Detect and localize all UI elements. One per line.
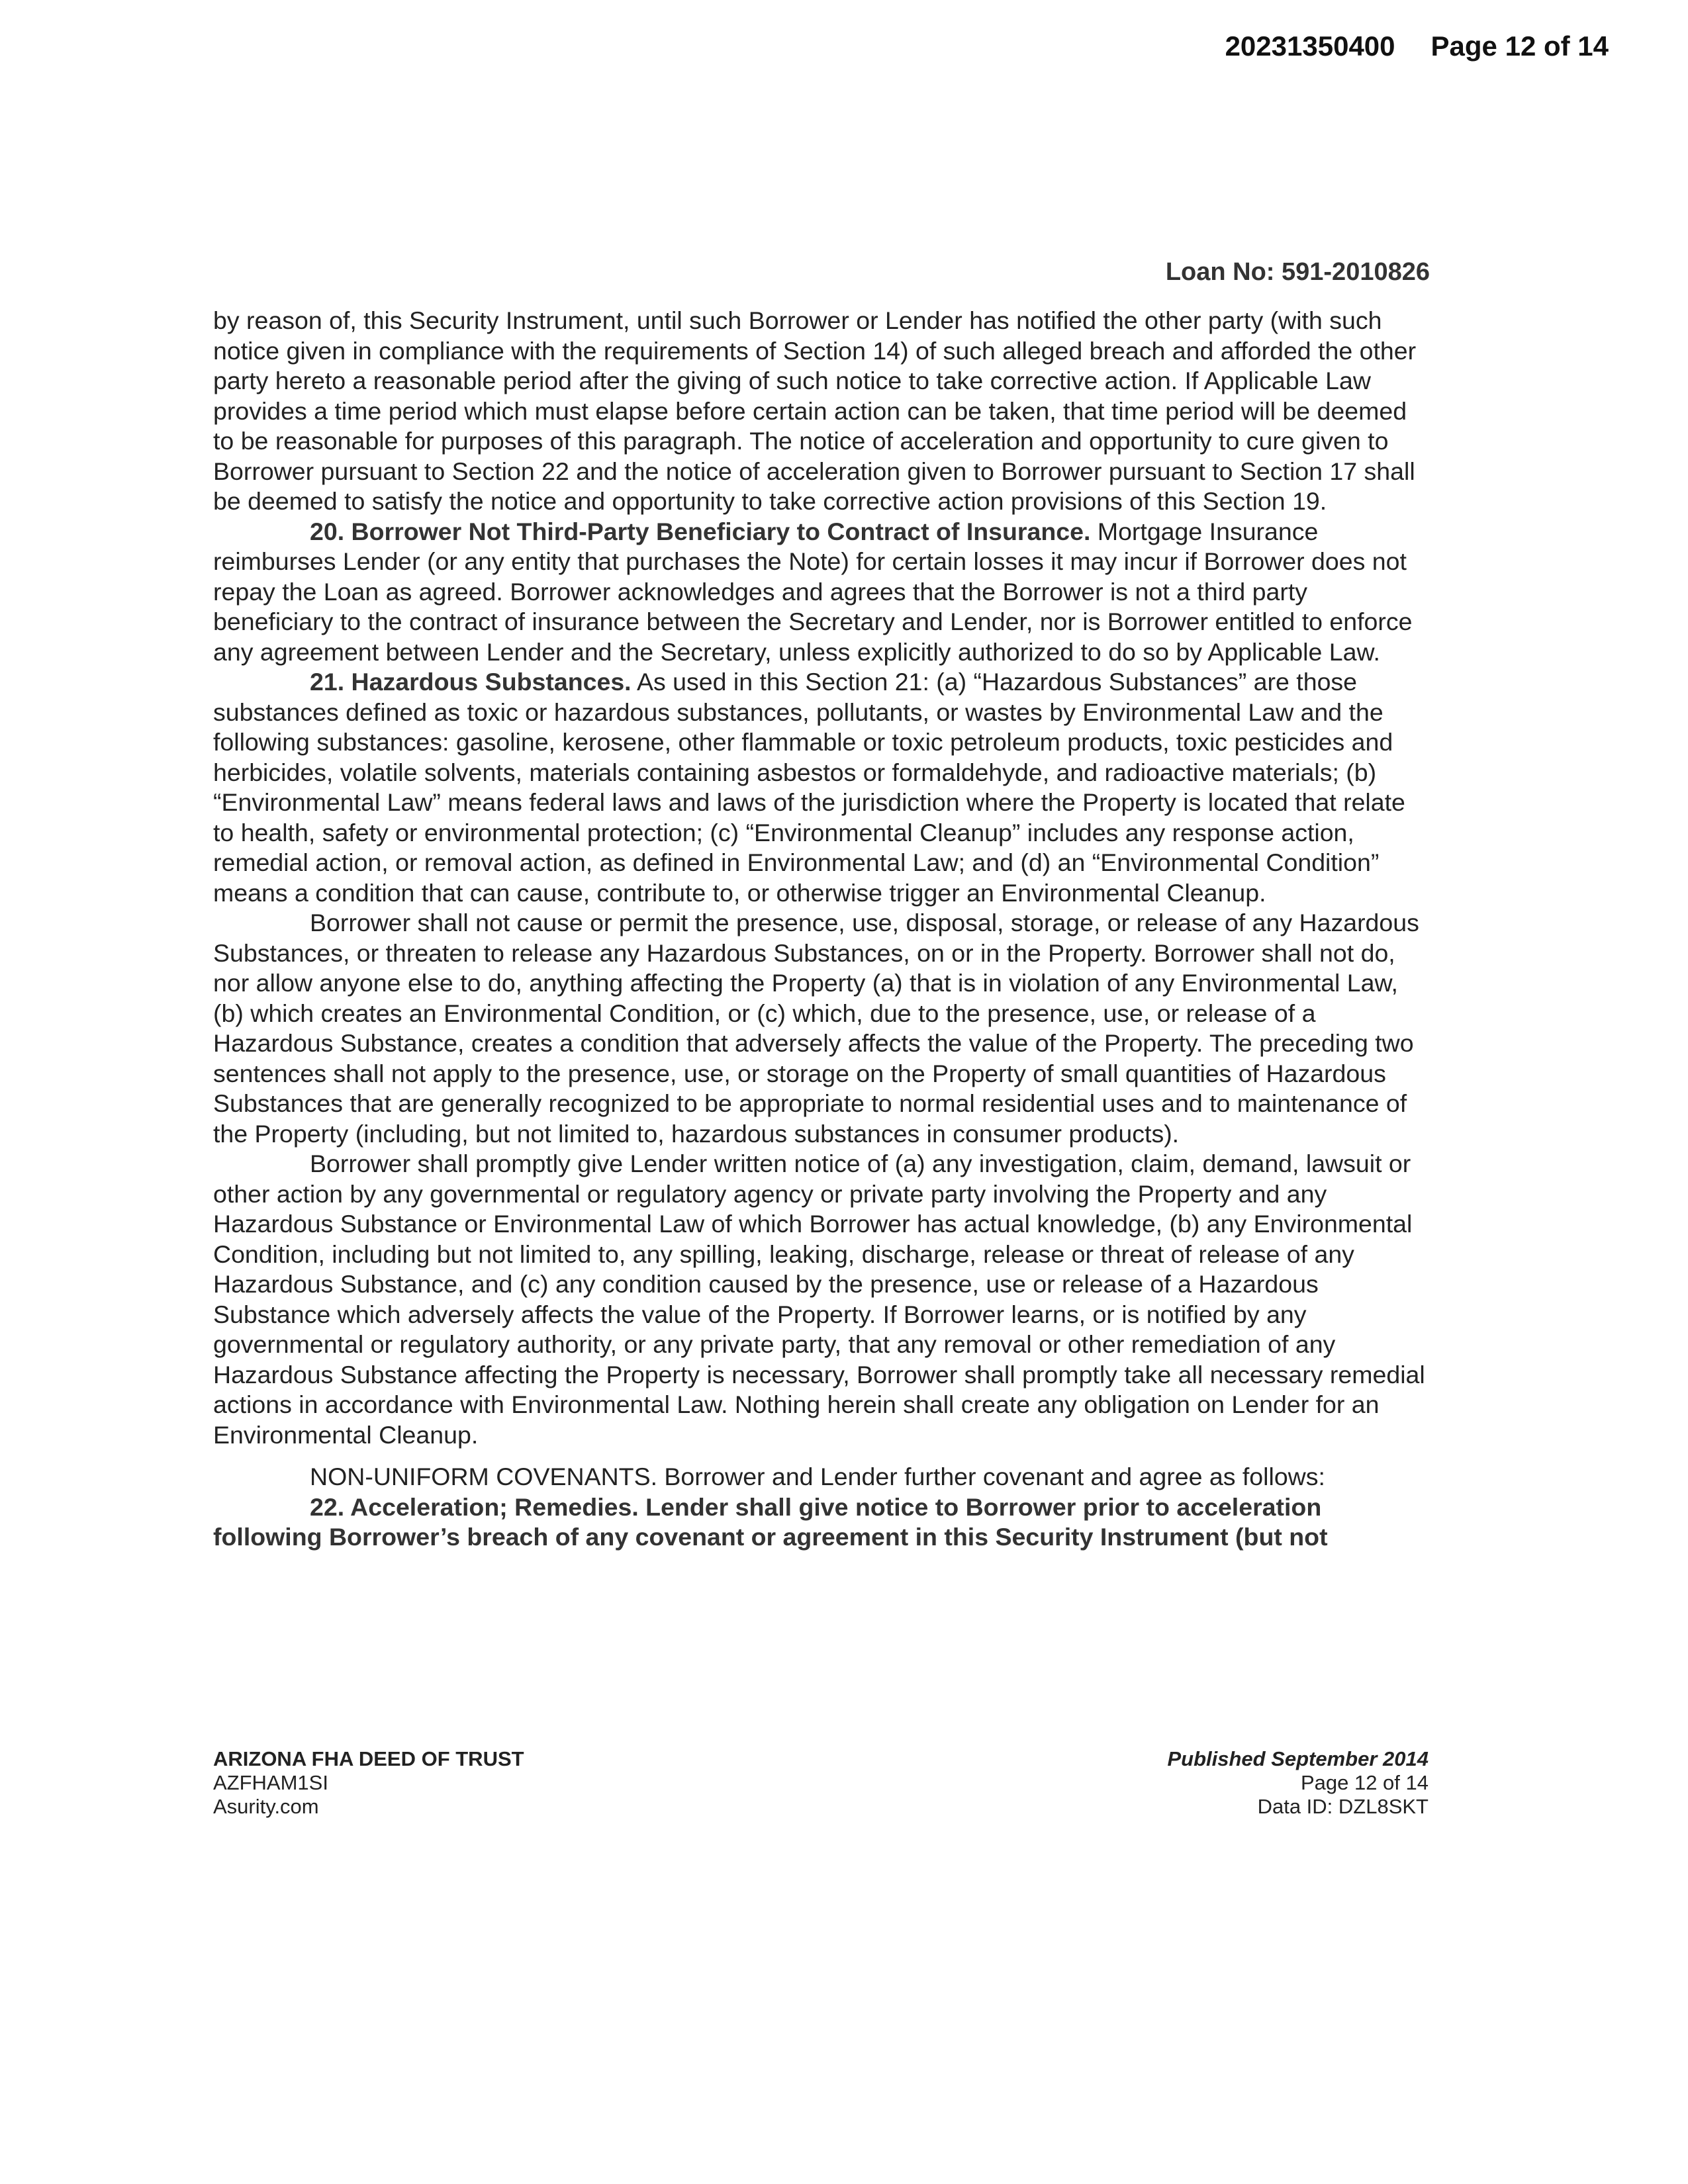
footer-left bbox=[213, 1747, 524, 1819]
paragraph-borrower-shall-not: Borrower shall not cause or permit the presence, use, disposal, storage, or release of any Hazardous Substances, or threaten to release any Hazardous Substances, on or in the Property. Borrower shall not do, nor allow anyone else to do, anything affecting the Property (a) that is in violation of any Environmental Law, (b) which creates an Environmental Condition, or (c) which, due to the presence, use, or release of a Hazardous Substance, creates a condition that adversely affects the value of the Property. The preceding two sentences shall not apply to the presence, use, or storage on the Property of small quantities of Hazardous Substances that are generally recognized to be appropriate to normal residential uses and to maintenance of the Property (including, but not limited to, hazardous substances in consumer products). bbox=[213, 909, 1419, 1148]
loan-number: Loan No: 591-2010826 bbox=[1165, 258, 1430, 286]
footer-right bbox=[1167, 1747, 1429, 1819]
paragraph-section-21 bbox=[213, 667, 1430, 908]
footer-form-title: ARIZONA FHA DEED OF TRUST bbox=[213, 1747, 524, 1770]
section-22-text: Lender shall give notice to Borrower prior to acceleration following Borrower’s breach of any covenant or agreement in this Security Instrument (but not bbox=[213, 1492, 1328, 1551]
section-20-text: Mortgage Insurance reimburses Lender (or any entity that purchases the Note) for certain losses it may incur if Borrower does not repay the Loan as agreed. Borrower acknowledges and agrees that the Borrower is not a third party beneficiary to the contract of insurance between the Secretary and Lender, nor is Borrower entitled to enforce any agreement between Lender and the Secretary, unless explicitly authorized to do so by Applicable Law. bbox=[213, 517, 1413, 666]
paragraph-section-19-continuation: by reason of, this Security Instrument, until such Borrower or Lender has notified the other party (with such notice given in compliance with the requirements of Section 14) of such alleged breach and afforded the other party hereto a reasonable period after the giving of such notice to take corrective action. If Applicable Law provides a time period which must elapse before certain action can be taken, that time period will be deemed to be reasonable for purposes of this paragraph. The notice of acceleration and opportunity to cure given to Borrower pursuant to Section 22 and the notice of acceleration given to Borrower pursuant to Section 17 shall be deemed to satisfy the notice and opportunity to take corrective action provisions of this Section 19. bbox=[213, 306, 1417, 515]
paragraph-section-22 bbox=[213, 1492, 1430, 1553]
section-21-text: As used in this Section 21: (a) “Hazardous Substances” are those substances defined as toxic or hazardous substances, pollutants, or wastes by Environmental Law and the following substances: gasoline, kerosene, other flammable or toxic petroleum products, toxic pesticides and herbicides, volatile solvents, materials containing asbestos or formaldehyde, and radioactive materials; (b) “Environmental Law” means federal laws and laws of the jurisdiction where the Property is located that relate to health, safety or environmental protection; (c) “Environmental Cleanup” includes any response action, remedial action, or removal action, as defined in Environmental Law; and (d) an “Environmental Condition” means a condition that can cause, contribute to, or otherwise trigger an Environmental Cleanup. bbox=[213, 668, 1405, 907]
section-21-heading: 21. Hazardous Substances. bbox=[310, 668, 632, 696]
footer-website: Asurity.com bbox=[213, 1795, 319, 1818]
footer-published: Published September 2014 bbox=[1167, 1747, 1429, 1770]
recording-number: 20231350400 bbox=[1225, 30, 1395, 62]
document-body bbox=[213, 306, 1430, 1553]
footer-page: Page 12 of 14 bbox=[1300, 1771, 1429, 1794]
paragraph-borrower-shall-promptly: Borrower shall promptly give Lender written notice of (a) any investigation, claim, demand, lawsuit or other action by any governmental or regulatory agency or private party involving the Property and any Hazardous Substance or Environmental Law of which Borrower has actual knowledge, (b) any Environmental Condition, including but not limited to, any spilling, leaking, discharge, release or threat of release of any Hazardous Substance, and (c) any condition caused by the presence, use or release of a Hazardous Substance which adversely affects the value of the Property. If Borrower learns, or is notified by any governmental or regulatory authority, or any private party, that any removal or other remediation of any Hazardous Substance affecting the Property is necessary, Borrower shall promptly take all necessary remedial actions in accordance with Environmental Law. Nothing herein shall create any obligation on Lender for an Environmental Cleanup. bbox=[213, 1150, 1425, 1449]
paragraph-non-uniform-covenants: NON-UNIFORM COVENANTS. Borrower and Lender further covenant and agree as follows: bbox=[310, 1463, 1325, 1490]
section-20-heading: 20. Borrower Not Third-Party Beneficiary to Contract of Insurance. bbox=[310, 517, 1091, 545]
footer-form-code: AZFHAM1SI bbox=[213, 1771, 328, 1794]
recording-header bbox=[1225, 30, 1609, 62]
section-22-heading: 22. Acceleration; Remedies. bbox=[310, 1492, 639, 1521]
footer-data-id: Data ID: DZL8SKT bbox=[1257, 1795, 1429, 1818]
recording-page-label: Page 12 of 14 bbox=[1430, 30, 1609, 62]
paragraph-section-20 bbox=[213, 517, 1430, 668]
